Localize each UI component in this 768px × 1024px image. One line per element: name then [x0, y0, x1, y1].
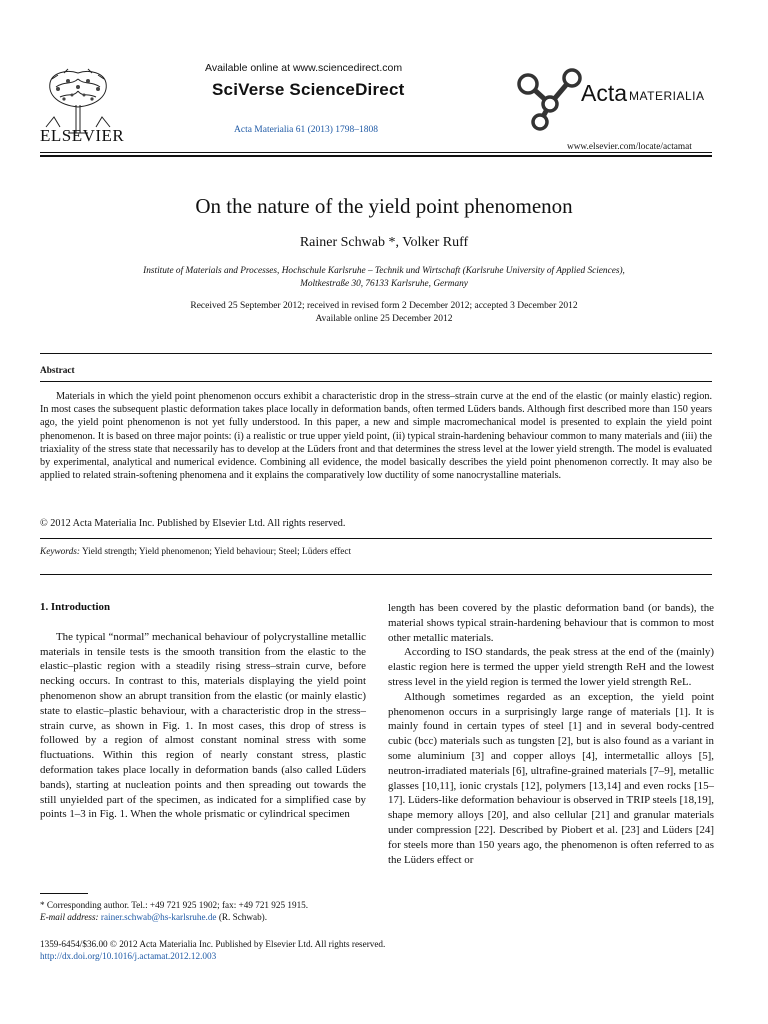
issn-line: 1359-6454/$36.00 © 2012 Acta Materialia Inc. Published by Elsevier Ltd. All rights reserved.: [40, 939, 386, 949]
available-online-date: Available online 25 December 2012: [315, 314, 453, 324]
right-column: [388, 601, 714, 867]
intro-paragraph-3: According to ISO standards, the peak stress at the end of the (mainly) elastic region here is termed the upper yield strength ReH and the lowest stress level in the yield region is termed the lower yield strength ReL.: [388, 646, 714, 688]
corresponding-author-footnote: [40, 899, 366, 923]
keywords-list: Yield strength; Yield phenomenon; Yield behaviour; Steel; Lüders effect: [81, 547, 352, 557]
available-online-note: Available online at www.sciencedirect.com: [205, 62, 403, 74]
keywords-bottom-rule: [40, 574, 712, 575]
keywords-line: [40, 547, 351, 557]
section-heading-introduction: 1. Introduction: [40, 601, 110, 613]
journal-reference-link[interactable]: Acta Materialia 61 (2013) 1798–1808: [234, 125, 379, 135]
intro-paragraph-4: Although sometimes regarded as an exception, the yield point phenomenon occurs in a surprisingly large range of materials [1]. It is mainly found in certain types of steel [1] and in several body-centred cubic (bcc) materials such as tungsten [2], but is also found as a variant in some aluminium [3] and copper alloys [4], intermetallic alloys [5], neutron-irradiated materials [6], ultrafine-grained materials [7–9], metallic glasses [10,11], ionic crystals [12], polymers [13,14] and even rocks [15–17]. Lüders-like deformation behaviour is observed in TRIP steels [18,19], shape memory alloys [20], and also cellular [21] and granular materials under compression [22]. Described by Piobert et al. [23] and Lüders [24] for steels more than 150 years ago, the phenomenon is often referred to as the Lüders effect or: [388, 690, 714, 866]
email-label: E-mail address:: [40, 912, 99, 922]
issn-block: [40, 938, 385, 962]
corresponding-author-line: * Corresponding author. Tel.: +49 721 925 1902; fax: +49 721 925 1915.: [40, 900, 309, 910]
doi-link[interactable]: http://dx.doi.org/10.1016/j.actamat.2012.12.003: [40, 951, 217, 961]
keywords-label: Keywords:: [40, 547, 80, 557]
abstract-text: Materials in which the yield point phenomenon occurs exhibit a characteristic drop in the stress–strain curve at the end of the elastic (or mainly elastic) region. In most cases the subsequent plastic deformation takes place locally in deformation bands, often termed Lüders bands. Although first described more than 150 years ago, the yield point phenomenon is not yet fully understood. In this paper, a new and simple macromechanical model is presented to explain the yield point phenomenon. It is based on three major points: (i) a realistic or true upper yield point, (ii) typical strain-hardening behaviour common to many materials and (iii) the triaxiality of the stress state that necessarily has to develop at the Lüders front and that determines the stress level at the lower yield strength. The model is evaluated by experimental, analytical and numerical evidence. Combining all evidence, the model basically describes the yield point phenomenon correctly. It may also be applied to related strain-softening phenomena and it explains the comparatively low ductility of some nanocrystalline materials.: [40, 391, 712, 482]
affiliation-line-2: Moltkestraße 30, 76133 Karlsruhe, Germany: [300, 279, 468, 289]
journal-homepage-link[interactable]: www.elsevier.com/locate/actamat: [567, 142, 692, 152]
email-link[interactable]: rainer.schwab@hs-karlsruhe.de: [100, 912, 217, 922]
article-dates: [0, 300, 768, 326]
intro-paragraph-1: The typical “normal” mechanical behaviour of polycrystalline metallic materials in tensile tests is the smooth transition from the elastic to the elastic–plastic region with a steadily rising stress–strain curve, before necking occurs. In contrast to this, materials displaying the yield point phenomenon show an abrupt transition from the elastic (or mainly elastic) state to elastic–plastic behaviour, with a characteristic drop in the stress–strain curve, as shown in Fig. 1. In most cases, this drop of stress is followed by a region of almost constant nominal stress with some fluctuations. Within this region of nearly constant stress, plastic deformation takes place locally in deformation bands (also called Lüders bands), starting at nucleation points and then spreading out towards the still unyielded part of the specimen, as indicated for a simplified case by points 1–3 in Fig. 1. When the whole prismatic or cylindrical specimen: [40, 630, 366, 821]
abstract-copyright: © 2012 Acta Materialia Inc. Published by Elsevier Ltd. All rights reserved.: [40, 518, 346, 529]
abstract-top-rule: [40, 353, 712, 354]
article-title: On the nature of the yield point phenomenon: [195, 194, 573, 218]
keywords-top-rule: [40, 538, 712, 539]
footnote-rule: [40, 893, 88, 894]
abstract-heading-rule: [40, 381, 712, 382]
author-names: Rainer Schwab *, Volker Ruff: [299, 235, 469, 250]
author-list: [0, 235, 768, 251]
left-column: [40, 600, 366, 822]
abstract-heading: Abstract: [40, 366, 75, 376]
received-dates: Received 25 September 2012; received in revised form 2 December 2012; accepted 3 December 2012: [190, 301, 578, 311]
materialia-logo-text: MATERIALIA: [629, 89, 705, 103]
affiliation-line-1: Institute of Materials and Processes, Hochschule Karlsruhe – Technik und Wirtschaft (Karlsruhe University of Applied Sciences),: [143, 266, 625, 276]
intro-paragraph-2: length has been covered by the plastic deformation band (or bands), the material shows typical strain-hardening behaviour that is common to most other metallic materials.: [388, 602, 714, 644]
email-line: [40, 911, 366, 923]
email-suffix: (R. Schwab).: [218, 912, 268, 922]
header-rule-thin: [40, 152, 712, 153]
elsevier-wordmark: ELSEVIER: [40, 126, 125, 145]
affiliation: [70, 265, 698, 291]
acta-logo-text: Acta: [581, 80, 628, 106]
header-rule-thick: [40, 155, 712, 157]
sciverse-sciencedirect-logo: SciVerse ScienceDirect: [212, 80, 405, 99]
